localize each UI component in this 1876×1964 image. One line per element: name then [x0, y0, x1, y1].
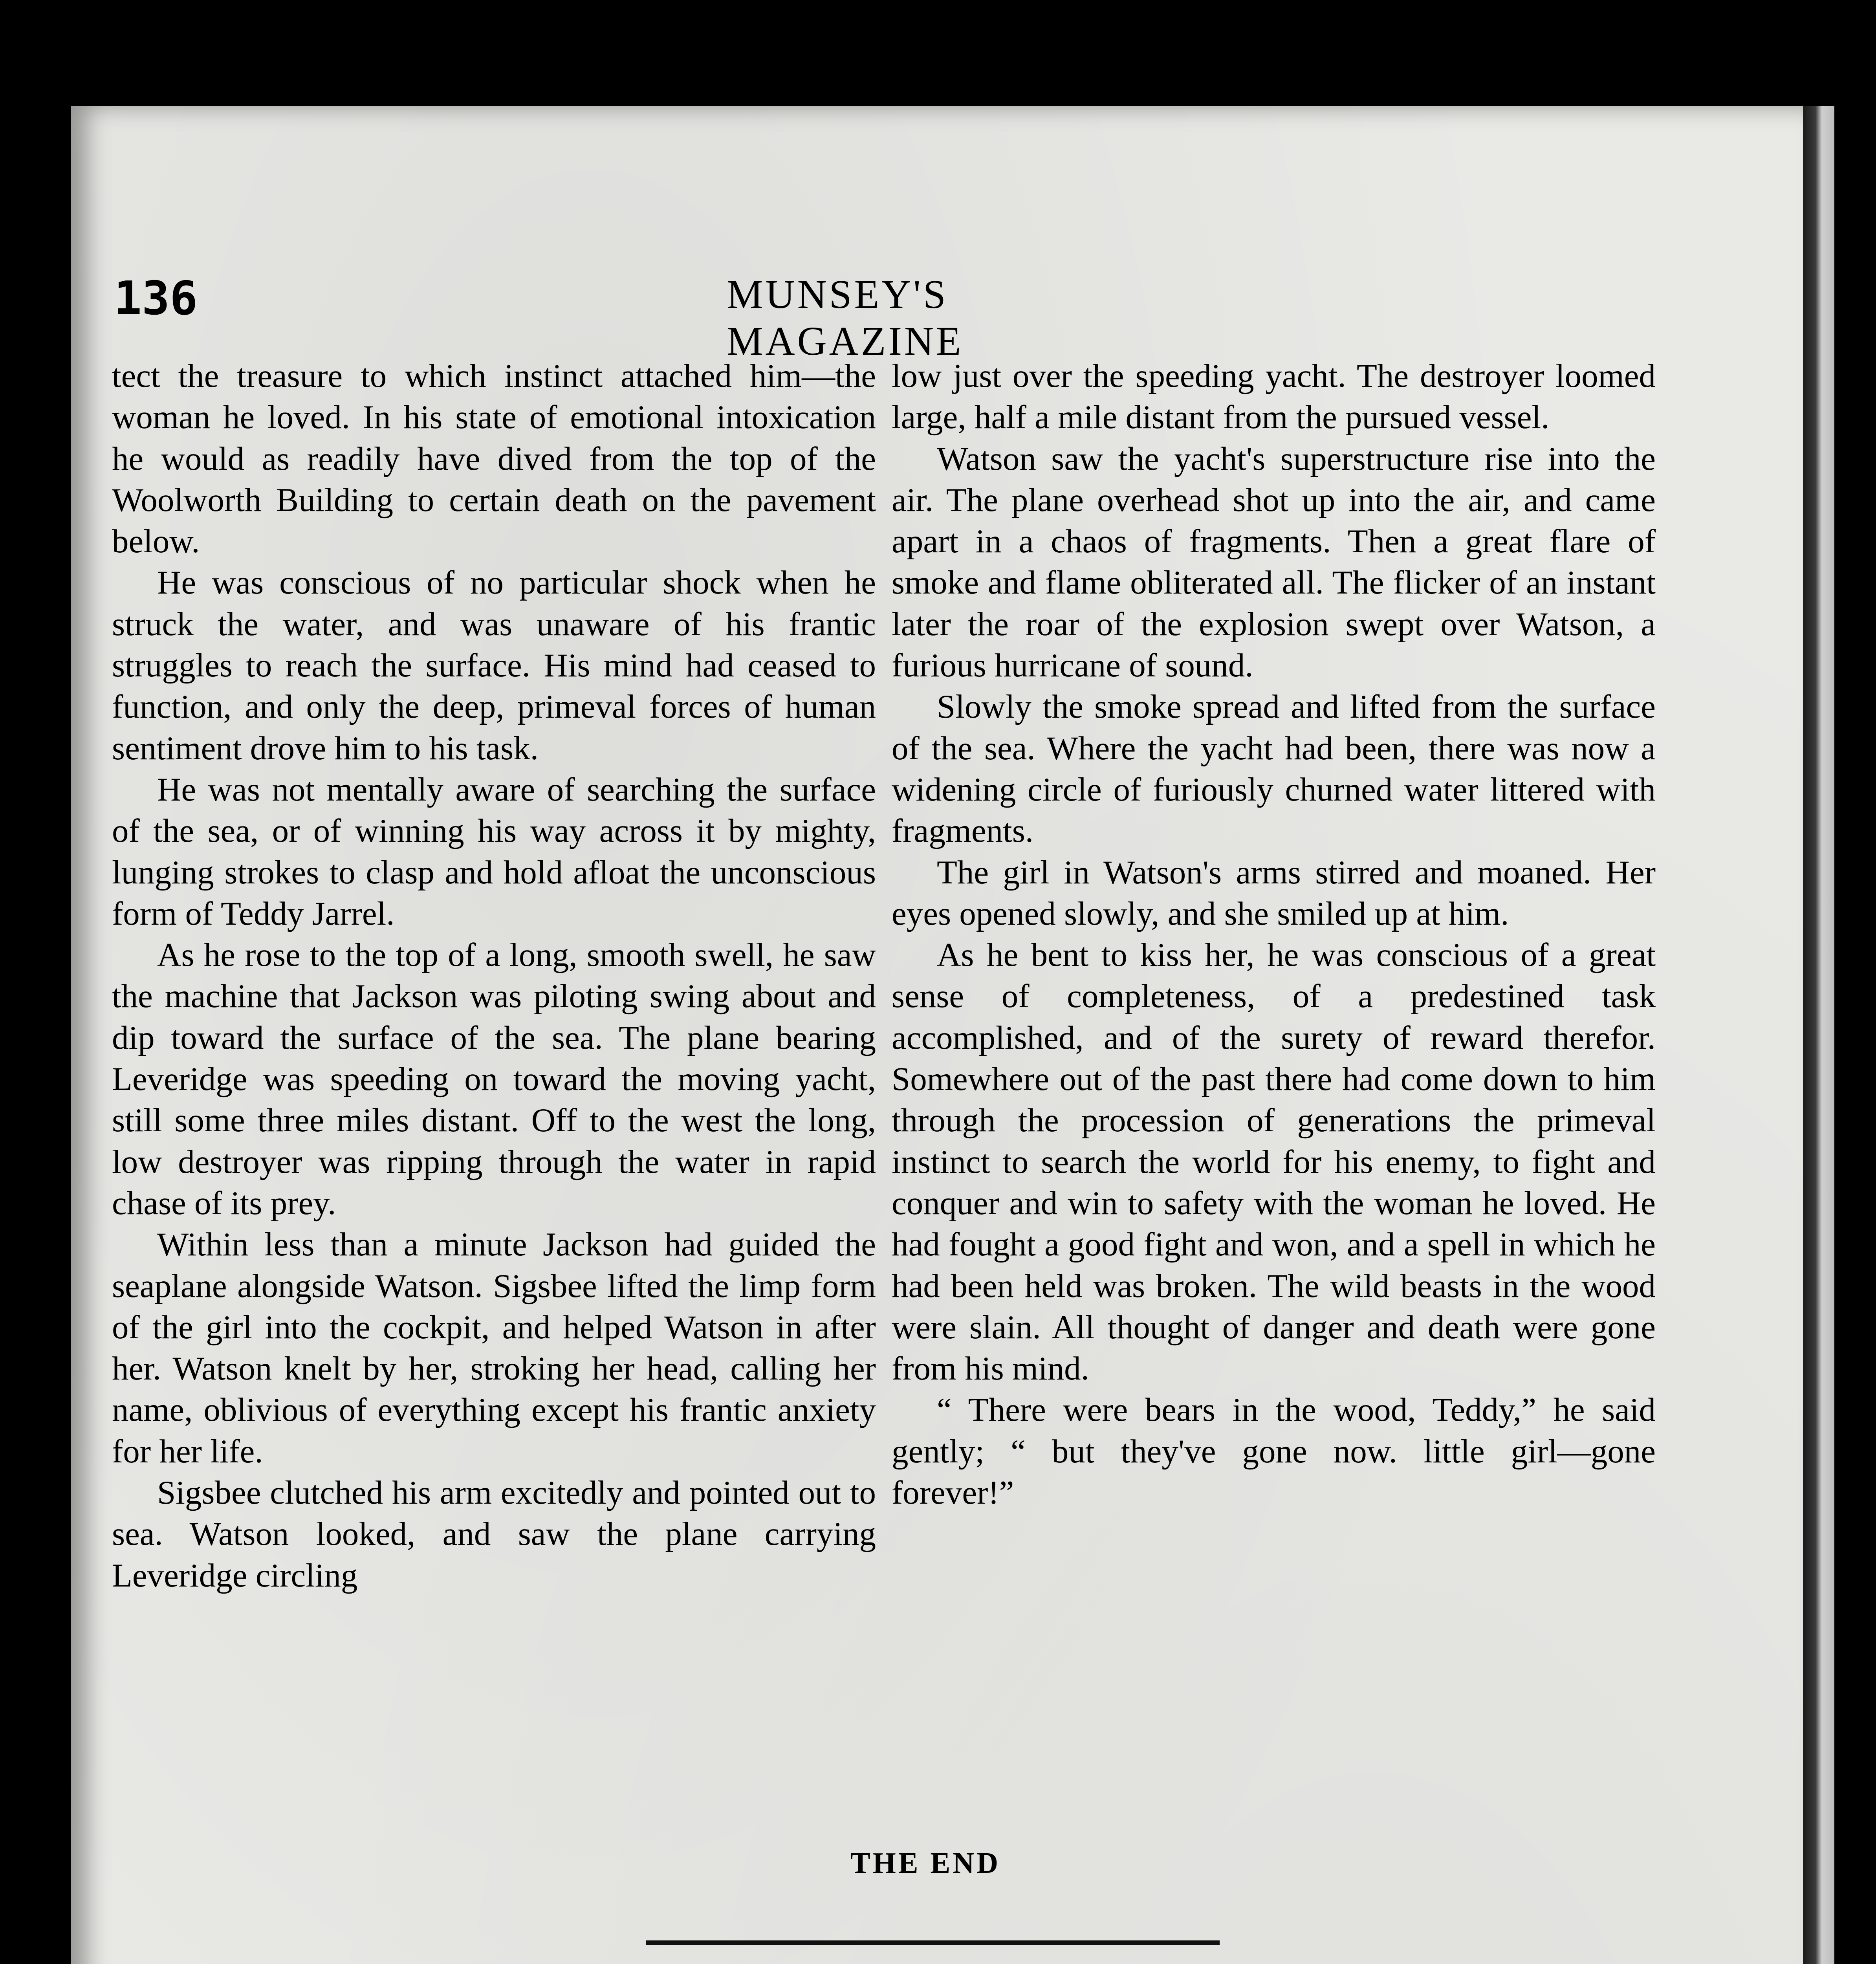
paragraph: As he bent to kiss her, he was conscious of a great sense of completeness, of a predestined task accomplished, and of the surety of reward therefor. Somewhere out of the past there had come down to him through the procession of generations the primeval instinct to search the world for his enemy, to fight and conquer and win to safety with the woman he loved. He had fought a good fight and won, and a spell in which he had been held was broken. The wild beasts in the wood were slain. All thought of danger and death were gone from his mind.	[892, 936, 1656, 1387]
paragraph: He was not mentally aware of searching the surface of the sea, or of winning his way across it by mighty, lunging strokes to clasp and hold afloat the unconscious form of Teddy Jarrel.	[112, 771, 876, 932]
story-column-left	[112, 355, 876, 1596]
paragraph: The girl in Watson's arms stirred and moaned. Her eyes opened slowly, and she smiled up at him.	[892, 854, 1656, 932]
paragraph: “ There were bears in the wood, Teddy,” he said gently; “ but they've gone now. little girl—gone forever!”	[892, 1391, 1656, 1511]
paragraph: Sigsbee clutched his arm excitedly and pointed out to sea. Watson looked, and saw the plane carrying Leveridge circling	[112, 1474, 876, 1594]
story-column-right	[892, 355, 1656, 1513]
paragraph: tect the treasure to which instinct attached him—the woman he loved. In his state of emotional intoxication he would as readily have dived from the top of the Woolworth Building to certain death on the pavement below.	[112, 357, 876, 560]
paragraph: Within less than a minute Jackson had guided the seaplane alongside Watson. Sigsbee lifted the limp form of the girl into the cockpit, and helped Watson in after her. Watson knelt by her, stroking her head, calling her name, oblivious of everything except his frantic anxiety for her life.	[112, 1226, 876, 1470]
page-header	[114, 271, 1174, 364]
paragraph: As he rose to the top of a long, smooth swell, he saw the machine that Jackson was piloting swing about and dip toward the surface of the sea. The plane bearing Leveridge was speeding on toward the moving yacht, still some three miles distant. Off to the west the long, low destroyer was ripping through the water in rapid chase of its prey.	[112, 936, 876, 1222]
the-end-marker: THE END	[850, 1847, 1000, 1880]
paragraph: low just over the speeding yacht. The destroyer loomed large, half a mile distant from the pursued vessel.	[892, 357, 1656, 436]
section-divider	[646, 1940, 1220, 1945]
paragraph: Slowly the smoke spread and lifted from the surface of the sea. Where the yacht had been, there was now a widening circle of furiously churned water littered with fragments.	[892, 688, 1656, 850]
running-title: MUNSEY'S MAGAZINE	[727, 272, 964, 364]
paragraph: Watson saw the yacht's superstructure rise into the air. The plane overhead shot up into the air, and came apart in a chaos of fragments. Then a great flare of smoke and flame obliterated all. The flicker of an instant later the roar of the explosion swept over Watson, a furious hurricane of sound.	[892, 440, 1656, 684]
page-number: 136	[114, 271, 198, 325]
paragraph: He was conscious of no particular shock when he struck the water, and was unaware of his frantic struggles to reach the surface. His mind had ceased to function, and only the deep, primeval forces of human sentiment drove him to his task.	[112, 564, 876, 767]
page-binding-edge	[1803, 106, 1834, 1964]
